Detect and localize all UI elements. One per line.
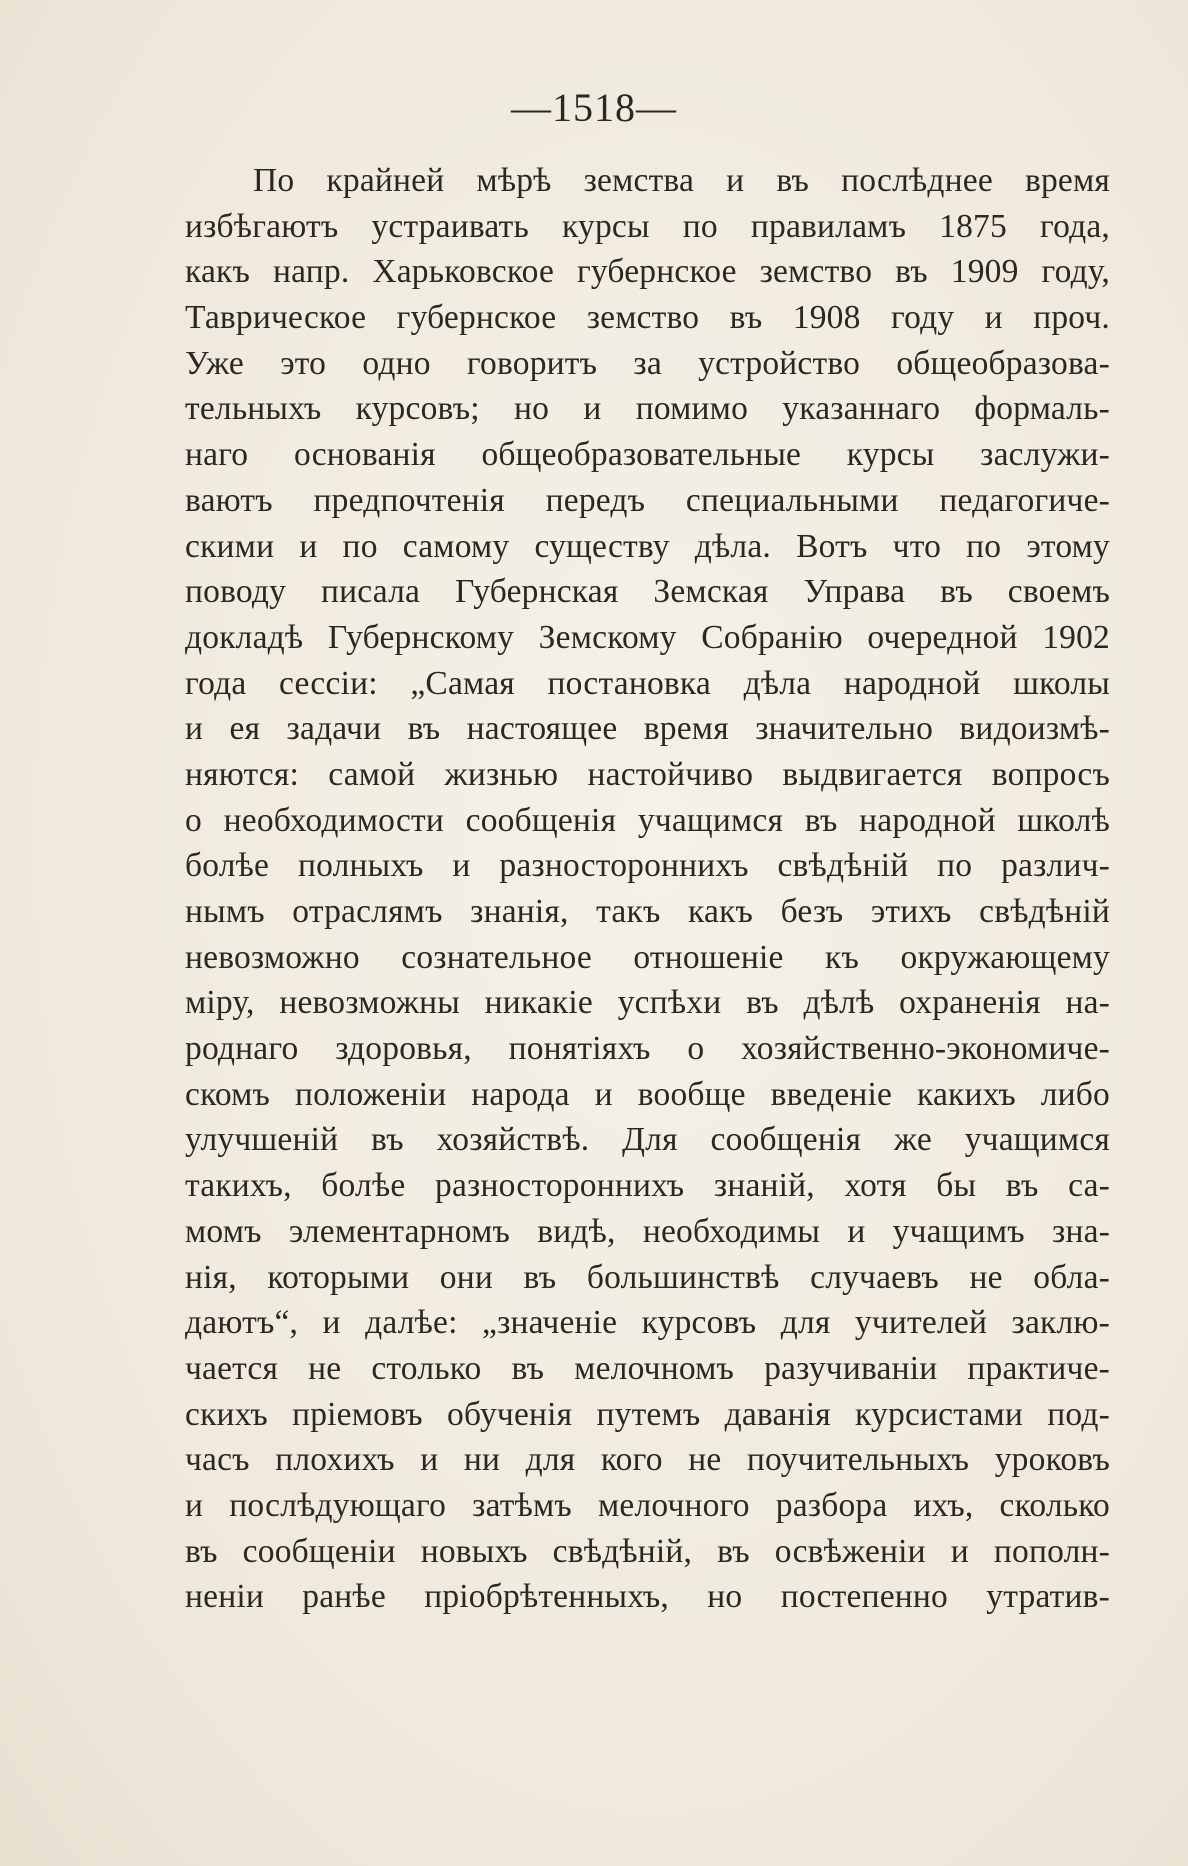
text-line: міру, невозможны никакіе успѣхи въ дѣлѣ охраненія на- xyxy=(185,984,1110,1022)
text-line: улучшеній въ хозяйствѣ. Для сообщенія же учащимся xyxy=(185,1121,1110,1159)
text-line: Уже это одно говоритъ за устройство общеобразова- xyxy=(185,344,1110,382)
text-line: скихъ пріемовъ обученія путемъ даванія курсистами под- xyxy=(185,1395,1110,1433)
text-line: докладѣ Губернскому Земскому Собранію очередной 1902 xyxy=(185,618,1110,656)
text-line: такихъ, болѣе разностороннихъ знаній, хотя бы въ са- xyxy=(185,1167,1110,1205)
text-line: невозможно сознательное отношеніе къ окружающему xyxy=(185,938,1110,976)
text-line: ваютъ предпочтенія передъ специальными педагогиче- xyxy=(185,481,1110,519)
text-line: тельныхъ курсовъ; но и помимо указаннаго формаль- xyxy=(185,390,1110,428)
text-line: нія, которыми они въ большинствѣ случаевъ не обла- xyxy=(185,1258,1110,1296)
text-line: По крайней мѣрѣ земства и въ послѣднее время xyxy=(253,162,1110,199)
text-line: избѣгаютъ устраивать курсы по правиламъ 1875 года, xyxy=(185,207,1110,245)
text-line: чается не столько въ мелочномъ разучиваніи практиче- xyxy=(185,1349,1110,1387)
text-line: о необходимости сообщенія учащимся въ народной школѣ xyxy=(185,801,1110,839)
page-number: —1518— xyxy=(511,85,677,130)
text-line: поводу писала Губернская Земская Управа въ своемъ xyxy=(185,573,1110,611)
text-line: скомъ положеніи народа и вообще введеніе какихъ либо xyxy=(185,1075,1110,1113)
text-line: Таврическое губернское земство въ 1908 году и проч. xyxy=(185,299,1110,337)
text-line: роднаго здоровья, понятіяхъ о хозяйственно-экономиче- xyxy=(185,1030,1110,1068)
text-line: няются: самой жизнью настойчиво выдвигается вопросъ xyxy=(185,755,1110,793)
body-text xyxy=(185,158,1110,1620)
text-line: и ея задачи въ настоящее время значительно видоизмѣ- xyxy=(185,710,1110,748)
text-line: года сессіи: „Самая постановка дѣла народной школы xyxy=(185,664,1110,702)
text-line: часъ плохихъ и ни для кого не поучительныхъ уроковъ xyxy=(185,1441,1110,1479)
text-line: нымъ отраслямъ знанія, такъ какъ безъ этихъ свѣдѣній xyxy=(185,893,1110,930)
text-line: наго основанія общеобразовательные курсы заслужи- xyxy=(185,436,1110,474)
text-line: болѣе полныхъ и разностороннихъ свѣдѣній по различ- xyxy=(185,847,1110,885)
text-line: и послѣдующаго затѣмъ мелочного разбора ихъ, сколько xyxy=(185,1486,1110,1524)
text-line: въ сообщеніи новыхъ свѣдѣній, въ освѣженіи и пополн- xyxy=(185,1532,1110,1570)
text-line: даютъ“, и далѣе: „значеніе курсовъ для учителей заклю- xyxy=(185,1304,1110,1342)
text-line: скими и по самому существу дѣла. Вотъ что по этому xyxy=(185,527,1110,565)
text-line: какъ напр. Харьковское губернское земство въ 1909 году, xyxy=(185,253,1110,291)
text-line: момъ элементарномъ видѣ, необходимы и учащимъ зна- xyxy=(185,1212,1110,1250)
text-line: неніи ранѣе пріобрѣтенныхъ, но постепенно утратив- xyxy=(185,1578,1110,1616)
